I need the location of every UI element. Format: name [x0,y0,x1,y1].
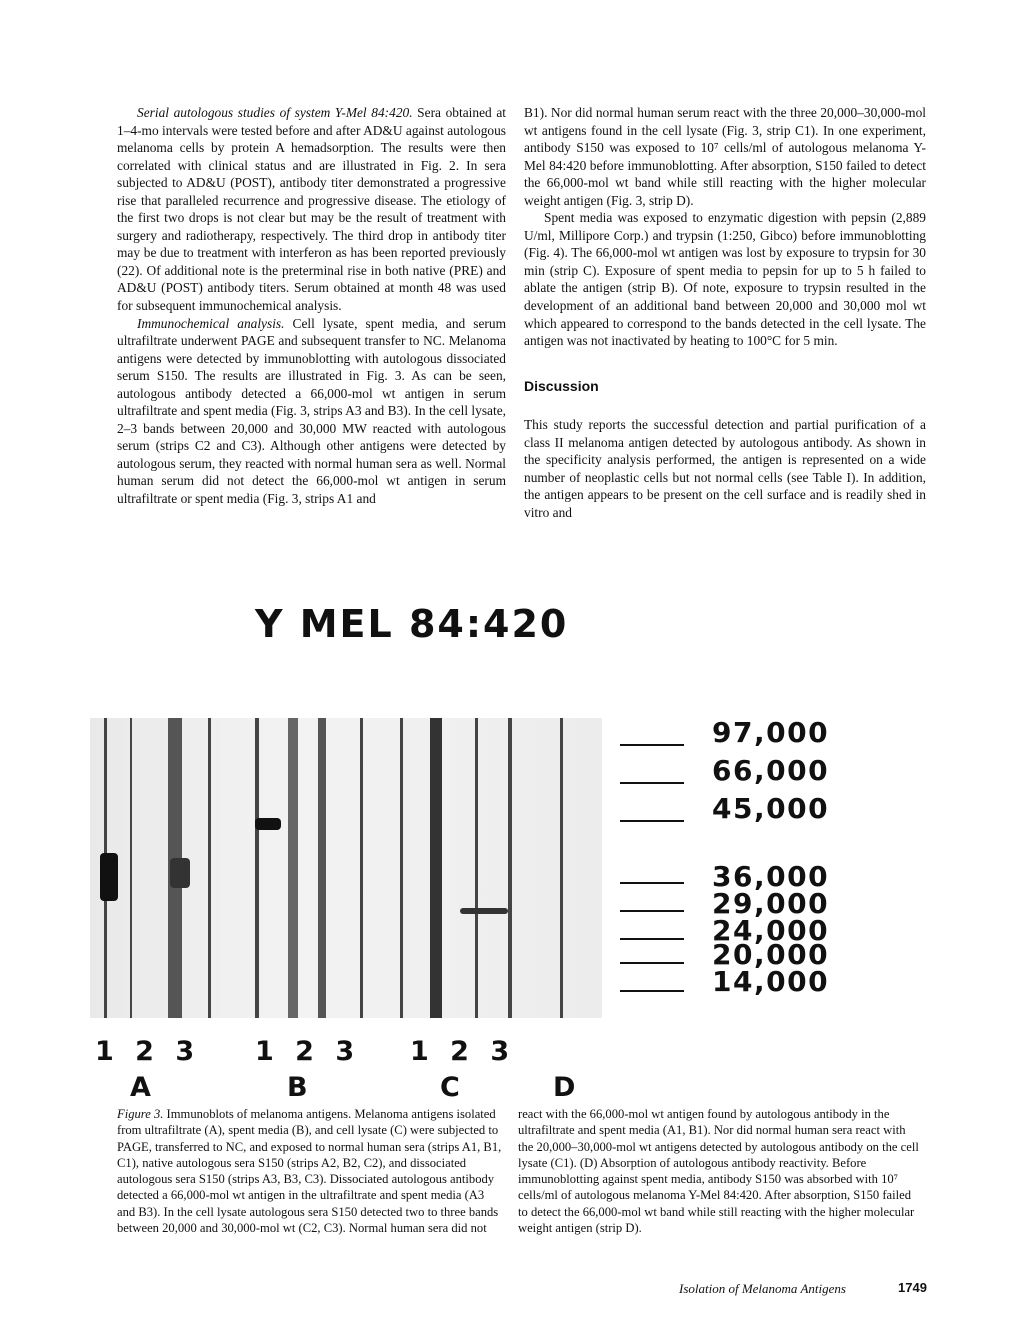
marker-label: 36,000 [712,860,830,893]
left-column [117,104,506,508]
strip-edge [475,718,478,1018]
marker-line [620,744,684,746]
strip-edge [208,718,211,1018]
paragraph-continued: B1). Nor did normal human serum react with the three 20,000–30,000-mol wt antigens found in the cell lysate (Fig. 3, strip C1). In one experiment, antibody S150 was exposed to 10⁷ cells/ml of autologous melanoma Y-Mel 84:420 before immunoblotting. After absorption, S150 failed to detect the 66,000-mol wt band while still reacting with the higher molecular weight antigen (Fig. 3, strip D). [524,105,926,208]
marker-line [620,820,684,822]
band-c [460,908,508,914]
marker-line [620,882,684,884]
figure-caption-left [117,1106,502,1236]
strip-b3 [318,718,326,1018]
strip-b2 [288,718,298,1018]
figure-title: Y MEL 84:420 [255,602,569,646]
strip-edge [255,718,259,1018]
right-column [524,104,926,521]
lane-numbers-c: 1 2 3 [410,1036,510,1067]
paragraph-discussion: This study reports the successful detection and partial purification of a class II melanoma antigen detected by autologous antibody. As shown in the specificity analysis performed, the antigen is represented on a wide number of neoplastic cells but not normal cells (see Table I). In addition, the antigen appears to be present on the cell surface and is readily shed in vitro and [524,417,926,520]
strip-edge [130,718,132,1018]
running-title [679,1281,846,1297]
run-in-heading: Immunochemical analysis. [137,315,285,331]
band-a3 [170,858,190,888]
paragraph-spent-media: Spent media was exposed to enzymatic digestion with pepsin (2,889 U/ml, Millipore Corp.) and trypsin (1:250, Gibco) before immunoblotting (Fig. 4). The 66,000-mol wt antigen was lost by exposure to trypsin for 30 min (strip C). Exposure of spent media to pepsin for up to 5 h failed to ablate the antigen (strip B). Of note, exposure to trypsin resulted in the development of an additional band between 20,000 and 30,000 mol wt which appeared to correspond to the bands detected in the cell lysate. The antigen was not inactivated by heating to 100°C for 5 min. [524,210,926,349]
section-heading-discussion: Discussion [524,377,599,394]
marker-label: 97,000 [712,716,830,749]
running-title-text: Isolation of Melanoma Antigens [679,1281,846,1296]
marker-line [620,990,684,992]
figure-caption-right: react with the 66,000-mol wt antigen found by autologous antibody in the ultrafiltrate and spent media (A1, B1). Nor did normal human sera react with the 20,000–30,000-mol wt antigens detected by autologous antibody on the cell lysate (C1). (D) Absorption of autologous antibody reactivity. Before immunoblotting against spent media, antibody S150 was absorbed with 10⁷ cells/ml of autologous melanoma Y-Mel 84:420. After absorption, S150 failed to detect the 66,000-mol wt band while still reacting with the higher molecular weight antigen (strip D). [518,1107,919,1236]
marker-label: 24,000 [712,914,830,947]
band-66000 [255,818,281,830]
strip-label-a: A [130,1072,151,1103]
paragraph-serial-studies [117,104,506,315]
page-number: 1749 [898,1280,927,1295]
marker-line [620,938,684,940]
marker-line [620,910,684,912]
paragraph-immunochemical [117,315,506,508]
immunoblot-image [90,718,602,1018]
paragraph-text: Sera obtained at 1–4-mo intervals were tested before and after AD&U against autologous melanoma cells by protein A hemadsorption. The results were then correlated with clinical status and are illustrated in Fig. 2. In sera subjected to AD&U (POST), antibody titer demonstrated a progressive rise that paralleled recurrence and progressive disease. The etiology of the first two drops is not clear but may be the result of treatment with surgery and radiotherapy, respectively. The third drop in antibody titer may be due to treatment with interferon as has been reported previously (22). Of additional note is the preterminal rise in both native (PRE) and AD&U (POST) antibody titers. Serum obtained at month 48 was used for subsequent immunochemical analysis. [117,105,506,314]
lane-numbers-b: 1 2 3 [255,1036,355,1067]
marker-label: 20,000 [712,938,830,971]
band-a1 [100,853,118,901]
marker-line [620,782,684,784]
caption-text: Immunoblots of melanoma antigens. Melanoma antigens isolated from ultrafiltrate (A), spent media (B), and cell lysate (C) were subjected to PAGE, transferred to NC, and exposed to normal human sera (strips A1, B1, C1), native autologous sera S150 (strips A2, B2, C2), and dissociated autologous sera S150 (strips A3, B3, C3). Dissociated autologous antibody detected a 66,000-mol wt antigen in the ultrafiltrate and spent media (A3 and B3). In the cell lysate autologous sera S150 detected two to three bands between 20,000 and 30,000-mol wt (C2, C3). Normal human sera did not [117,1107,502,1236]
strip-edge [508,718,512,1018]
paragraph-text: Cell lysate, spent media, and serum ultrafiltrate underwent PAGE and subsequent transfer to NC. Melanoma antigens were detected by immunoblotting with autologous dissociated serum S150. The results are illustrated in Fig. 3. As can be seen, autologous antibody detected a 66,000-mol wt antigen in serum ultrafiltrate and spent media (Fig. 3, strips A3 and B3). In the cell lysate, 2–3 bands between 20,000 and 30,000 MW reacted with autologous serum (strips C2 and C3). Although other antigens were detected by autologous serum, they reacted with normal human sera as well. Normal human serum did not detect the 66,000-mol wt antigen in serum ultrafiltrate or spent media (Fig. 3, strips A1 and [117,315,506,507]
lane-numbers-a: 1 2 3 [95,1036,195,1067]
marker-label: 66,000 [712,754,830,787]
strip-edge [400,718,403,1018]
caption-label: Figure 3. [117,1107,164,1121]
strip-label-c: C [440,1072,460,1103]
marker-label: 14,000 [712,965,830,998]
marker-line [620,962,684,964]
marker-label: 45,000 [712,792,830,825]
strip-label-d: D [553,1072,576,1103]
strip-label-b: B [287,1072,308,1103]
run-in-heading: Serial autologous studies of system Y-Mel 84:420. [137,105,413,120]
strip-c2 [430,718,442,1018]
marker-label: 29,000 [712,887,830,920]
strip-d [560,718,563,1018]
strip-edge [360,718,363,1018]
